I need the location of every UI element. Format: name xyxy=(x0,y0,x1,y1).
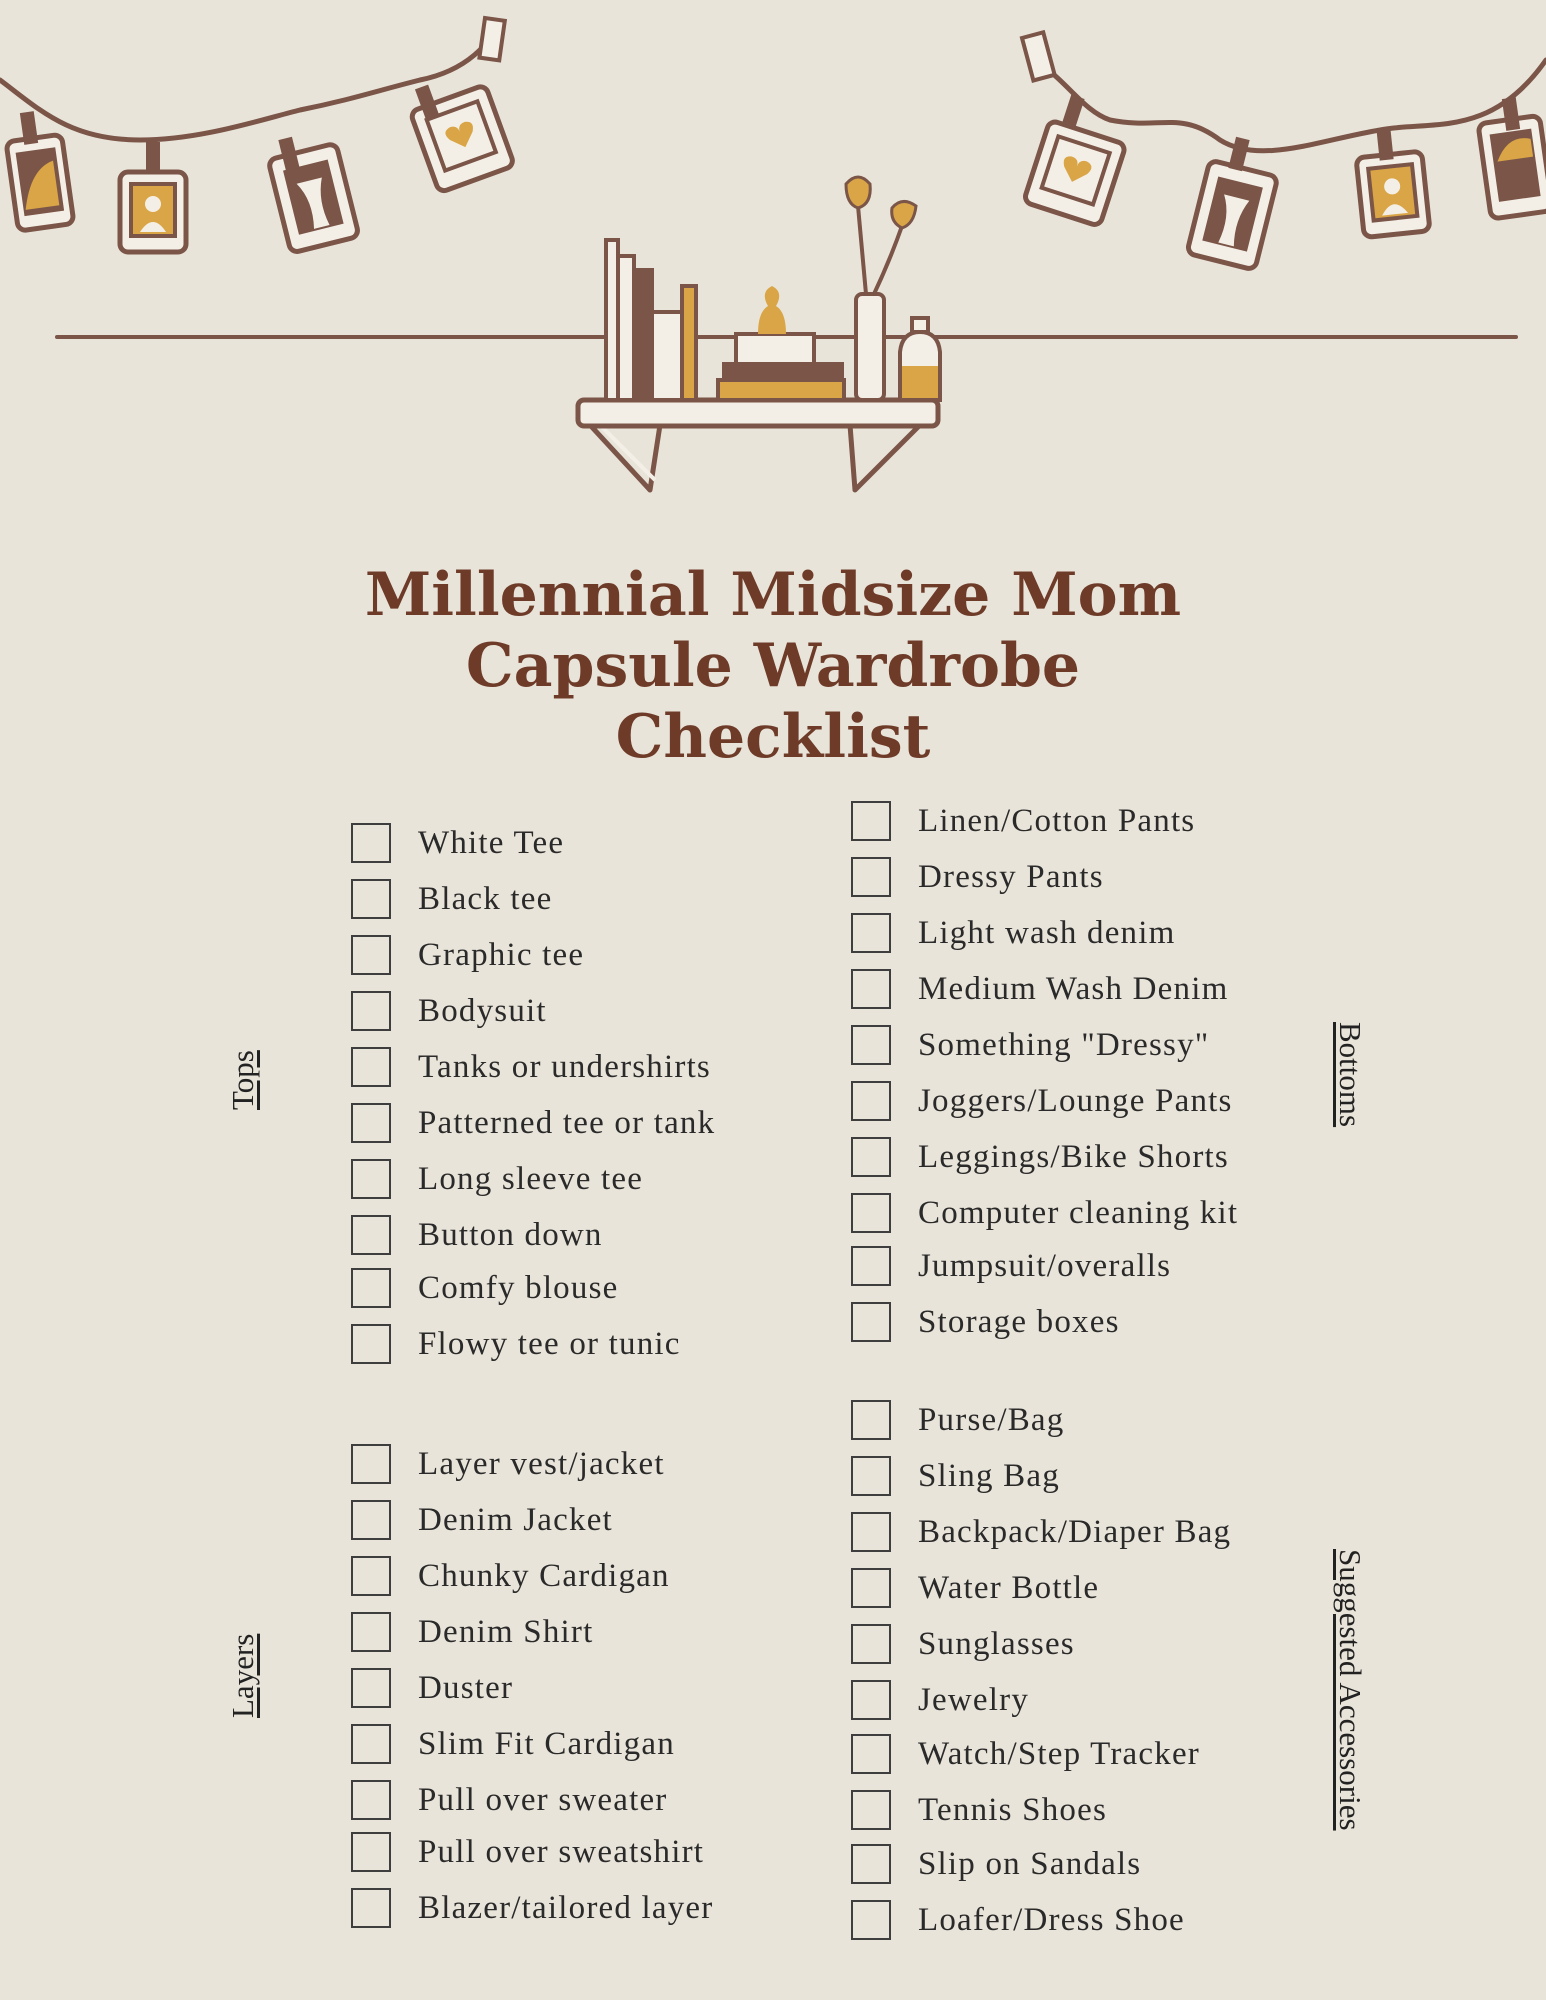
checkbox[interactable] xyxy=(351,1215,391,1255)
item-label: Slip on Sandals xyxy=(918,1845,1142,1882)
checkbox[interactable] xyxy=(851,1734,891,1774)
checkbox[interactable] xyxy=(351,1668,391,1708)
title-line: Checklist xyxy=(615,702,931,772)
item-label: Linen/Cotton Pants xyxy=(918,802,1196,839)
checkbox[interactable] xyxy=(351,1103,391,1143)
checkbox[interactable] xyxy=(851,1302,891,1342)
item-label: Backpack/Diaper Bag xyxy=(918,1513,1232,1550)
section-label-tops: Tops xyxy=(225,1050,260,1110)
checklist-item[interactable] xyxy=(351,1322,681,1366)
item-label: Purse/Bag xyxy=(918,1401,1065,1438)
checklist-item[interactable] xyxy=(351,1442,665,1486)
item-label: Bodysuit xyxy=(418,992,547,1029)
checkbox[interactable] xyxy=(351,935,391,975)
item-label: Duster xyxy=(418,1669,514,1706)
checkbox[interactable] xyxy=(851,1456,891,1496)
item-label: Leggings/Bike Shorts xyxy=(918,1138,1229,1175)
title-line: Millennial Midsize Mom xyxy=(364,560,1182,630)
checklist-item[interactable] xyxy=(851,1454,1060,1498)
item-label: Pull over sweater xyxy=(418,1781,668,1818)
checkbox[interactable] xyxy=(351,1324,391,1364)
item-label: Graphic tee xyxy=(418,936,585,973)
checkbox[interactable] xyxy=(851,1137,891,1177)
item-label: Patterned tee or tank xyxy=(418,1104,716,1141)
item-label: Button down xyxy=(418,1216,603,1253)
checklist-item[interactable] xyxy=(851,1788,1107,1832)
checkbox[interactable] xyxy=(851,1400,891,1440)
item-label: Denim Jacket xyxy=(418,1501,613,1538)
item-label: Jewelry xyxy=(918,1681,1030,1718)
item-label: Chunky Cardigan xyxy=(418,1557,670,1594)
item-label: Watch/Step Tracker xyxy=(918,1735,1200,1772)
item-label: Flowy tee or tunic xyxy=(418,1325,681,1362)
item-label: Sunglasses xyxy=(918,1625,1075,1662)
checkbox[interactable] xyxy=(351,879,391,919)
photo-frame-icon xyxy=(1478,115,1546,219)
checklist-item[interactable] xyxy=(351,1886,713,1930)
checkbox[interactable] xyxy=(851,1246,891,1286)
checklist-item[interactable] xyxy=(351,1722,675,1766)
checkbox[interactable] xyxy=(351,1612,391,1652)
checkbox[interactable] xyxy=(851,1081,891,1121)
item-label: Computer cleaning kit xyxy=(918,1194,1239,1231)
checkbox[interactable] xyxy=(351,1888,391,1928)
header-illustration xyxy=(0,0,1546,520)
item-label: Pull over sweatshirt xyxy=(418,1833,705,1870)
checklist-item[interactable] xyxy=(851,1678,1029,1722)
item-label: Light wash denim xyxy=(918,914,1176,951)
checklist-item[interactable] xyxy=(351,1045,711,1089)
checklist-item[interactable] xyxy=(851,1135,1229,1179)
checklist-item[interactable] xyxy=(851,1622,1075,1666)
checkbox[interactable] xyxy=(851,969,891,1009)
photo-frame-icon xyxy=(6,134,74,231)
checkbox[interactable] xyxy=(851,1900,891,1940)
checkbox[interactable] xyxy=(351,823,391,863)
clip-icon xyxy=(479,18,504,60)
item-label: Long sleeve tee xyxy=(418,1160,644,1197)
checklist-item[interactable] xyxy=(851,1244,1171,1288)
item-label: Tanks or undershirts xyxy=(418,1048,711,1085)
checklist-item[interactable] xyxy=(851,1398,1064,1442)
checklist-item[interactable] xyxy=(851,1191,1238,1235)
checkbox[interactable] xyxy=(851,1844,891,1884)
checklist-item[interactable] xyxy=(351,1666,513,1710)
checklist-item[interactable] xyxy=(851,1300,1120,1344)
checklist-item[interactable] xyxy=(351,1266,618,1310)
checklist-item[interactable] xyxy=(351,933,584,977)
checkbox[interactable] xyxy=(851,1680,891,1720)
item-label: Medium Wash Denim xyxy=(918,970,1229,1007)
page-title xyxy=(0,560,1546,773)
item-label: Sling Bag xyxy=(918,1457,1060,1494)
item-label: White Tee xyxy=(418,824,565,861)
item-label: Denim Shirt xyxy=(418,1613,594,1650)
title-line: Capsule Wardrobe xyxy=(465,631,1081,701)
checkbox[interactable] xyxy=(851,1568,891,1608)
checklist-item[interactable] xyxy=(851,1566,1099,1610)
checklist-item[interactable] xyxy=(851,1842,1141,1886)
checkbox[interactable] xyxy=(351,1832,391,1872)
item-label: Dressy Pants xyxy=(918,858,1104,895)
checklist-item[interactable] xyxy=(851,1732,1200,1776)
item-label: Jumpsuit/overalls xyxy=(918,1247,1172,1284)
checklist-item[interactable] xyxy=(851,1023,1209,1067)
section-label-layers: Layers xyxy=(225,1633,260,1718)
checklist-item[interactable] xyxy=(351,1830,704,1874)
item-label: Tennis Shoes xyxy=(918,1791,1108,1828)
checkbox[interactable] xyxy=(351,1724,391,1764)
checkbox[interactable] xyxy=(851,1193,891,1233)
checklist-item[interactable] xyxy=(351,1554,670,1598)
item-label: Loafer/Dress Shoe xyxy=(918,1901,1185,1938)
checklist-item[interactable] xyxy=(851,799,1195,843)
section-label-suggested-accessories: Suggested Accessories xyxy=(1333,1549,1368,1831)
photo-frame-icon xyxy=(1023,120,1126,227)
checkbox[interactable] xyxy=(351,1047,391,1087)
checklist-item[interactable] xyxy=(351,1498,613,1542)
checkbox[interactable] xyxy=(351,1556,391,1596)
photo-frame-icon xyxy=(1356,151,1430,237)
item-label: Storage boxes xyxy=(918,1303,1120,1340)
checklist-item[interactable] xyxy=(351,1213,603,1257)
checkbox[interactable] xyxy=(351,1159,391,1199)
checkbox[interactable] xyxy=(851,801,891,841)
photo-frame-icon xyxy=(1187,160,1278,270)
checkbox[interactable] xyxy=(351,1500,391,1540)
checkbox[interactable] xyxy=(351,1268,391,1308)
checklist-item[interactable] xyxy=(351,1101,715,1145)
item-label: Slim Fit Cardigan xyxy=(418,1725,675,1762)
checkbox[interactable] xyxy=(851,857,891,897)
checkbox[interactable] xyxy=(351,991,391,1031)
item-label: Comfy blouse xyxy=(418,1269,619,1306)
checklist-item[interactable] xyxy=(851,1510,1231,1554)
item-label: Black tee xyxy=(418,880,553,917)
section-label-bottoms: Bottoms xyxy=(1333,1022,1368,1128)
checklist-item[interactable] xyxy=(851,1898,1185,1942)
item-label: Joggers/Lounge Pants xyxy=(918,1082,1233,1119)
checklist-item[interactable] xyxy=(851,1079,1233,1123)
checkbox[interactable] xyxy=(851,1624,891,1664)
checklist-item[interactable] xyxy=(351,1157,643,1201)
checklist-item[interactable] xyxy=(851,967,1228,1011)
checklist-item[interactable] xyxy=(351,1610,593,1654)
checkbox[interactable] xyxy=(851,913,891,953)
checkbox[interactable] xyxy=(351,1780,391,1820)
item-label: Water Bottle xyxy=(918,1569,1100,1606)
checklist-item[interactable] xyxy=(351,1778,668,1822)
checkbox[interactable] xyxy=(851,1790,891,1830)
checkbox[interactable] xyxy=(851,1512,891,1552)
item-label: Something "Dressy" xyxy=(918,1026,1210,1063)
checklist-item[interactable] xyxy=(851,911,1176,955)
checklist-item[interactable] xyxy=(351,989,547,1033)
checklist-item[interactable] xyxy=(351,877,553,921)
checkbox[interactable] xyxy=(351,1444,391,1484)
photo-frame-icon xyxy=(268,143,359,253)
checkbox[interactable] xyxy=(851,1025,891,1065)
checklist-item[interactable] xyxy=(351,821,564,865)
checklist-item[interactable] xyxy=(851,855,1104,899)
item-label: Blazer/tailored layer xyxy=(418,1889,714,1926)
bookshelf-icon xyxy=(578,177,940,490)
clip-icon xyxy=(1022,32,1055,80)
item-label: Layer vest/jacket xyxy=(418,1445,665,1482)
photo-frame-icon xyxy=(120,172,186,252)
